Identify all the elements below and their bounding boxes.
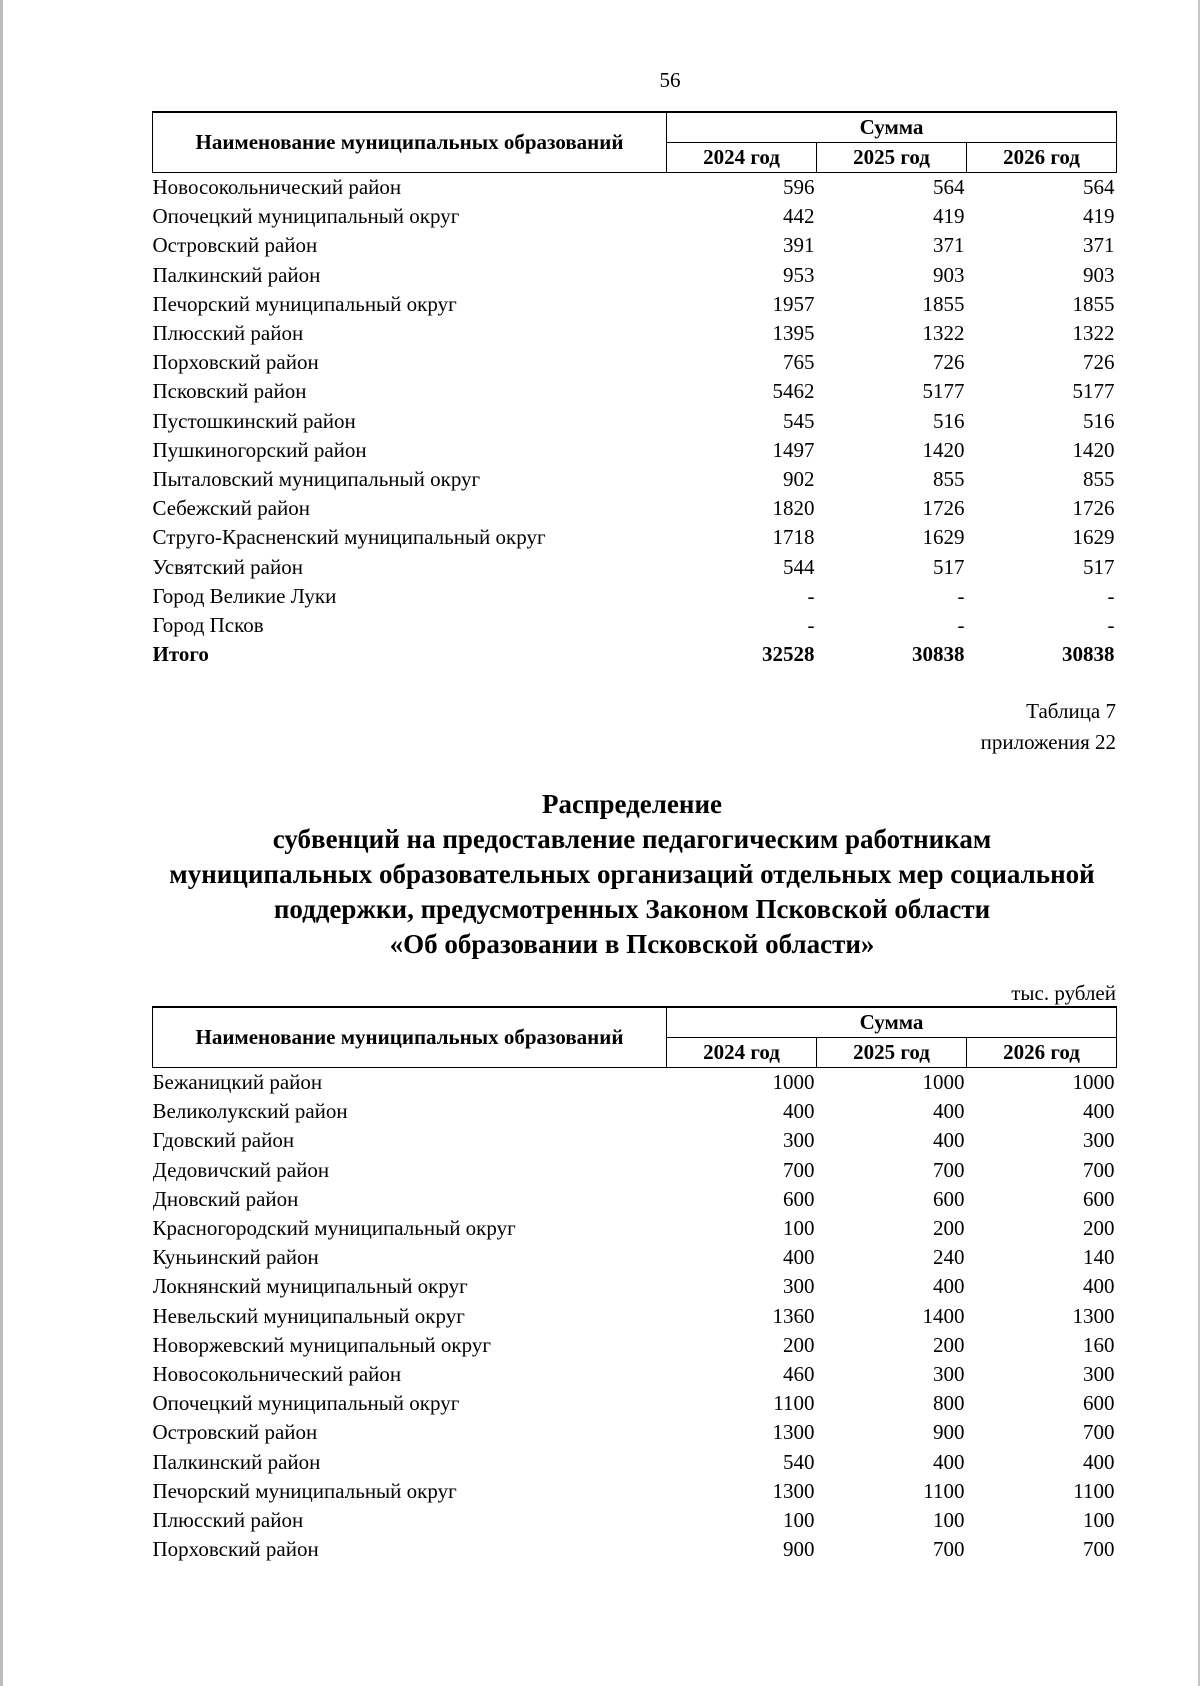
table-row bbox=[153, 1360, 1117, 1389]
table-row bbox=[153, 202, 1117, 231]
municipality-name: Палкинский район bbox=[152, 1449, 321, 1474]
amount-2025: 726 bbox=[933, 350, 965, 375]
amount-2024: 700 bbox=[783, 1157, 815, 1182]
municipality-name: Псковский район bbox=[152, 379, 307, 404]
municipality-name: Плюсский район bbox=[152, 1507, 304, 1532]
table-row bbox=[153, 1535, 1117, 1564]
municipality-name: Опочецкий муниципальный округ bbox=[152, 1391, 460, 1416]
amount-2025: 564 bbox=[933, 175, 965, 200]
amount-2026: 564 bbox=[1083, 175, 1115, 200]
heading-line-1: Распределение bbox=[541, 789, 723, 819]
table-row bbox=[153, 1214, 1117, 1243]
amount-2026: 903 bbox=[1083, 262, 1115, 287]
amount-2026: 5177 bbox=[1072, 379, 1115, 404]
table-row bbox=[153, 1418, 1117, 1447]
amount-2025: 400 bbox=[933, 1128, 965, 1153]
header-year-2026: 2026 год bbox=[967, 143, 1117, 173]
table-row bbox=[153, 377, 1117, 406]
amount-2026: 140 bbox=[1083, 1245, 1115, 1270]
municipality-name: Палкинский район bbox=[152, 262, 321, 287]
amount-2026: 1726 bbox=[1072, 496, 1115, 521]
heading-line-3: муниципальных образовательных организаций отдельных мер социальной bbox=[169, 859, 1095, 889]
amount-2025: 400 bbox=[933, 1099, 965, 1124]
table-row bbox=[153, 436, 1117, 465]
amount-2024: 5462 bbox=[772, 379, 815, 404]
caption-appendix: приложения 22 bbox=[980, 730, 1116, 754]
table-row bbox=[153, 1185, 1117, 1214]
heading-line-5: «Об образовании в Псковской области» bbox=[389, 929, 875, 959]
amount-2025: 1629 bbox=[922, 525, 965, 550]
amount-2025: 400 bbox=[933, 1449, 965, 1474]
amount-2025: 700 bbox=[933, 1537, 965, 1562]
amount-2025: 516 bbox=[933, 408, 965, 433]
table-row bbox=[153, 261, 1117, 290]
amount-2025: 1400 bbox=[922, 1303, 965, 1328]
table-row bbox=[153, 494, 1117, 523]
amount-2024: 953 bbox=[783, 262, 815, 287]
amount-2026: 419 bbox=[1083, 204, 1115, 229]
table-row bbox=[153, 582, 1117, 611]
table-row bbox=[153, 1272, 1117, 1301]
amount-2026: 700 bbox=[1083, 1420, 1115, 1445]
amount-2024: 300 bbox=[783, 1128, 815, 1153]
amount-2026: - bbox=[1107, 583, 1115, 608]
amount-2024: 1957 bbox=[772, 291, 815, 316]
amount-2024: 1360 bbox=[772, 1303, 815, 1328]
amount-2024: 596 bbox=[783, 175, 815, 200]
amount-2025: 240 bbox=[933, 1245, 965, 1270]
amount-2026: 1855 bbox=[1072, 291, 1115, 316]
amount-2026: 30838 bbox=[1062, 642, 1115, 667]
amount-2024: 540 bbox=[783, 1449, 815, 1474]
amount-2024: 1497 bbox=[772, 437, 815, 462]
municipality-name: Усвятский район bbox=[152, 554, 303, 579]
amount-2024: 400 bbox=[783, 1099, 815, 1124]
amount-2025: 903 bbox=[933, 262, 965, 287]
amount-2024: 1300 bbox=[772, 1478, 815, 1503]
municipality-name: Новосокольнический район bbox=[152, 175, 402, 200]
amount-2024: - bbox=[807, 612, 815, 637]
table-bottom bbox=[152, 1006, 1117, 1564]
table-row bbox=[153, 465, 1117, 494]
amount-2025: 1726 bbox=[922, 496, 965, 521]
municipality-name: Город Псков bbox=[152, 612, 264, 637]
amount-2026: 700 bbox=[1083, 1157, 1115, 1182]
table-row bbox=[153, 523, 1117, 552]
table-row bbox=[153, 290, 1117, 319]
amount-2026: 160 bbox=[1083, 1332, 1115, 1357]
amount-2026: 200 bbox=[1083, 1216, 1115, 1241]
municipality-name: Новоржевский муниципальный округ bbox=[152, 1332, 491, 1357]
header-year-2025: 2025 год bbox=[817, 1038, 967, 1068]
heading-line-4: поддержки, предусмотренных Законом Псковской области bbox=[273, 894, 991, 924]
amount-2026: - bbox=[1107, 612, 1115, 637]
table-row bbox=[153, 611, 1117, 640]
amount-2026: 1000 bbox=[1072, 1070, 1115, 1095]
header-year-2026: 2026 год bbox=[967, 1038, 1117, 1068]
amount-2024: 442 bbox=[783, 204, 815, 229]
amount-2024: - bbox=[807, 583, 815, 608]
municipality-name: Дновский район bbox=[152, 1186, 299, 1211]
municipality-name: Куньинский район bbox=[152, 1245, 319, 1270]
amount-2026: 400 bbox=[1083, 1449, 1115, 1474]
municipality-name: Порховский район bbox=[152, 350, 319, 375]
header-name: Наименование муниципальных образований bbox=[153, 1007, 667, 1068]
amount-2026: 1300 bbox=[1072, 1303, 1115, 1328]
amount-2024: 460 bbox=[783, 1361, 815, 1386]
total-row bbox=[153, 640, 1117, 669]
amount-2025: 700 bbox=[933, 1157, 965, 1182]
municipality-name: Красногородский муниципальный округ bbox=[152, 1216, 516, 1241]
header-sum: Сумма bbox=[667, 112, 1117, 143]
amount-2025: 371 bbox=[933, 233, 965, 258]
header-year-2025: 2025 год bbox=[817, 143, 967, 173]
amount-2026: 855 bbox=[1083, 466, 1115, 491]
amount-2026: 516 bbox=[1083, 408, 1115, 433]
municipality-name: Невельский муниципальный округ bbox=[152, 1303, 465, 1328]
table-row bbox=[153, 348, 1117, 377]
municipality-name: Островский район bbox=[152, 1420, 318, 1445]
municipality-name: Локнянский муниципальный округ bbox=[152, 1274, 468, 1299]
amount-2025: 100 bbox=[933, 1507, 965, 1532]
amount-2024: 600 bbox=[783, 1186, 815, 1211]
municipality-name: Пушкиногорский район bbox=[152, 437, 367, 462]
amount-2026: 1420 bbox=[1072, 437, 1115, 462]
amount-2025: 200 bbox=[933, 1216, 965, 1241]
table-row bbox=[153, 319, 1117, 348]
amount-2026: 1100 bbox=[1073, 1478, 1115, 1503]
amount-2025: 300 bbox=[933, 1361, 965, 1386]
municipality-name: Островский район bbox=[152, 233, 318, 258]
amount-2026: 300 bbox=[1083, 1128, 1115, 1153]
amount-2025: 30838 bbox=[912, 642, 965, 667]
amount-2025: 1322 bbox=[922, 321, 965, 346]
amount-2025: 419 bbox=[933, 204, 965, 229]
municipality-name: Струго-Красненский муниципальный округ bbox=[152, 525, 546, 550]
amount-2024: 1820 bbox=[772, 496, 815, 521]
municipality-name: Пыталовский муниципальный округ bbox=[152, 466, 481, 491]
table-top bbox=[152, 111, 1117, 669]
amount-2024: 900 bbox=[783, 1537, 815, 1562]
amount-2024: 1718 bbox=[772, 525, 815, 550]
amount-2025: 200 bbox=[933, 1332, 965, 1357]
amount-2025: 5177 bbox=[922, 379, 965, 404]
amount-2024: 902 bbox=[783, 466, 815, 491]
amount-2024: 100 bbox=[783, 1216, 815, 1241]
header-name: Наименование муниципальных образований bbox=[153, 112, 667, 173]
header-sum: Сумма bbox=[667, 1007, 1117, 1038]
table-row bbox=[153, 1243, 1117, 1272]
amount-2024: 1395 bbox=[772, 321, 815, 346]
table-row bbox=[153, 1506, 1117, 1535]
amount-2024: 391 bbox=[783, 233, 815, 258]
municipality-name: Опочецкий муниципальный округ bbox=[152, 204, 460, 229]
municipality-name: Плюсский район bbox=[152, 321, 304, 346]
amount-2024: 200 bbox=[783, 1332, 815, 1357]
table-row bbox=[153, 1477, 1117, 1506]
amount-2026: 100 bbox=[1083, 1507, 1115, 1532]
table-row bbox=[153, 407, 1117, 436]
amount-2026: 371 bbox=[1083, 233, 1115, 258]
amount-2024: 765 bbox=[783, 350, 815, 375]
table-row bbox=[153, 1331, 1117, 1360]
municipality-name: Итого bbox=[152, 642, 209, 667]
amount-2024: 545 bbox=[783, 408, 815, 433]
amount-2025: - bbox=[957, 583, 965, 608]
caption-table-number: Таблица 7 bbox=[1026, 699, 1116, 723]
units-label: тыс. рублей bbox=[1011, 981, 1116, 1005]
amount-2024: 1000 bbox=[772, 1070, 815, 1095]
amount-2025: 400 bbox=[933, 1274, 965, 1299]
amount-2025: 1100 bbox=[923, 1478, 965, 1503]
amount-2026: 400 bbox=[1083, 1099, 1115, 1124]
amount-2026: 726 bbox=[1083, 350, 1115, 375]
amount-2026: 517 bbox=[1083, 554, 1115, 579]
table-row bbox=[153, 1447, 1117, 1476]
table-row bbox=[153, 173, 1117, 203]
amount-2025: 1420 bbox=[922, 437, 965, 462]
municipality-name: Печорский муниципальный округ bbox=[152, 291, 457, 316]
amount-2024: 400 bbox=[783, 1245, 815, 1270]
amount-2025: 1000 bbox=[922, 1070, 965, 1095]
amount-2025: 900 bbox=[933, 1420, 965, 1445]
table-row bbox=[153, 231, 1117, 260]
amount-2026: 600 bbox=[1083, 1391, 1115, 1416]
table-row bbox=[153, 552, 1117, 581]
scan-edge-left bbox=[0, 0, 3, 1686]
amount-2025: 1855 bbox=[922, 291, 965, 316]
municipality-name: Великолукский район bbox=[152, 1099, 348, 1124]
municipality-name: Новосокольнический район bbox=[152, 1361, 402, 1386]
amount-2025: 855 bbox=[933, 466, 965, 491]
municipality-name: Город Великие Луки bbox=[152, 583, 337, 608]
header-year-2024: 2024 год bbox=[667, 1038, 817, 1068]
table-row bbox=[153, 1126, 1117, 1155]
amount-2024: 300 bbox=[783, 1274, 815, 1299]
table-row bbox=[153, 1156, 1117, 1185]
amount-2026: 1629 bbox=[1072, 525, 1115, 550]
amount-2024: 544 bbox=[783, 554, 815, 579]
table-row bbox=[153, 1097, 1117, 1126]
page-number: 56 bbox=[659, 68, 681, 92]
municipality-name: Дедовичский район bbox=[152, 1157, 330, 1182]
table-caption bbox=[981, 696, 1116, 758]
municipality-name: Печорский муниципальный округ bbox=[152, 1478, 457, 1503]
table-row bbox=[153, 1302, 1117, 1331]
amount-2024: 100 bbox=[783, 1507, 815, 1532]
municipality-name: Пустошкинский район bbox=[152, 408, 356, 433]
amount-2025: - bbox=[957, 612, 965, 637]
amount-2025: 600 bbox=[933, 1186, 965, 1211]
document-heading bbox=[140, 787, 1124, 962]
amount-2024: 1100 bbox=[773, 1391, 815, 1416]
amount-2026: 600 bbox=[1083, 1186, 1115, 1211]
amount-2026: 300 bbox=[1083, 1361, 1115, 1386]
amount-2024: 32528 bbox=[762, 642, 815, 667]
heading-line-2: субвенций на предоставление педагогическим работникам bbox=[272, 824, 992, 854]
amount-2026: 1322 bbox=[1072, 321, 1115, 346]
table-row bbox=[153, 1389, 1117, 1418]
municipality-name: Себежский район bbox=[152, 496, 310, 521]
amount-2026: 400 bbox=[1083, 1274, 1115, 1299]
amount-2026: 700 bbox=[1083, 1537, 1115, 1562]
table-row bbox=[153, 1068, 1117, 1098]
municipality-name: Порховский район bbox=[152, 1537, 319, 1562]
municipality-name: Гдовский район bbox=[152, 1128, 295, 1153]
amount-2024: 1300 bbox=[772, 1420, 815, 1445]
amount-2025: 800 bbox=[933, 1391, 965, 1416]
municipality-name: Бежаницкий район bbox=[152, 1070, 323, 1095]
header-year-2024: 2024 год bbox=[667, 143, 817, 173]
amount-2025: 517 bbox=[933, 554, 965, 579]
